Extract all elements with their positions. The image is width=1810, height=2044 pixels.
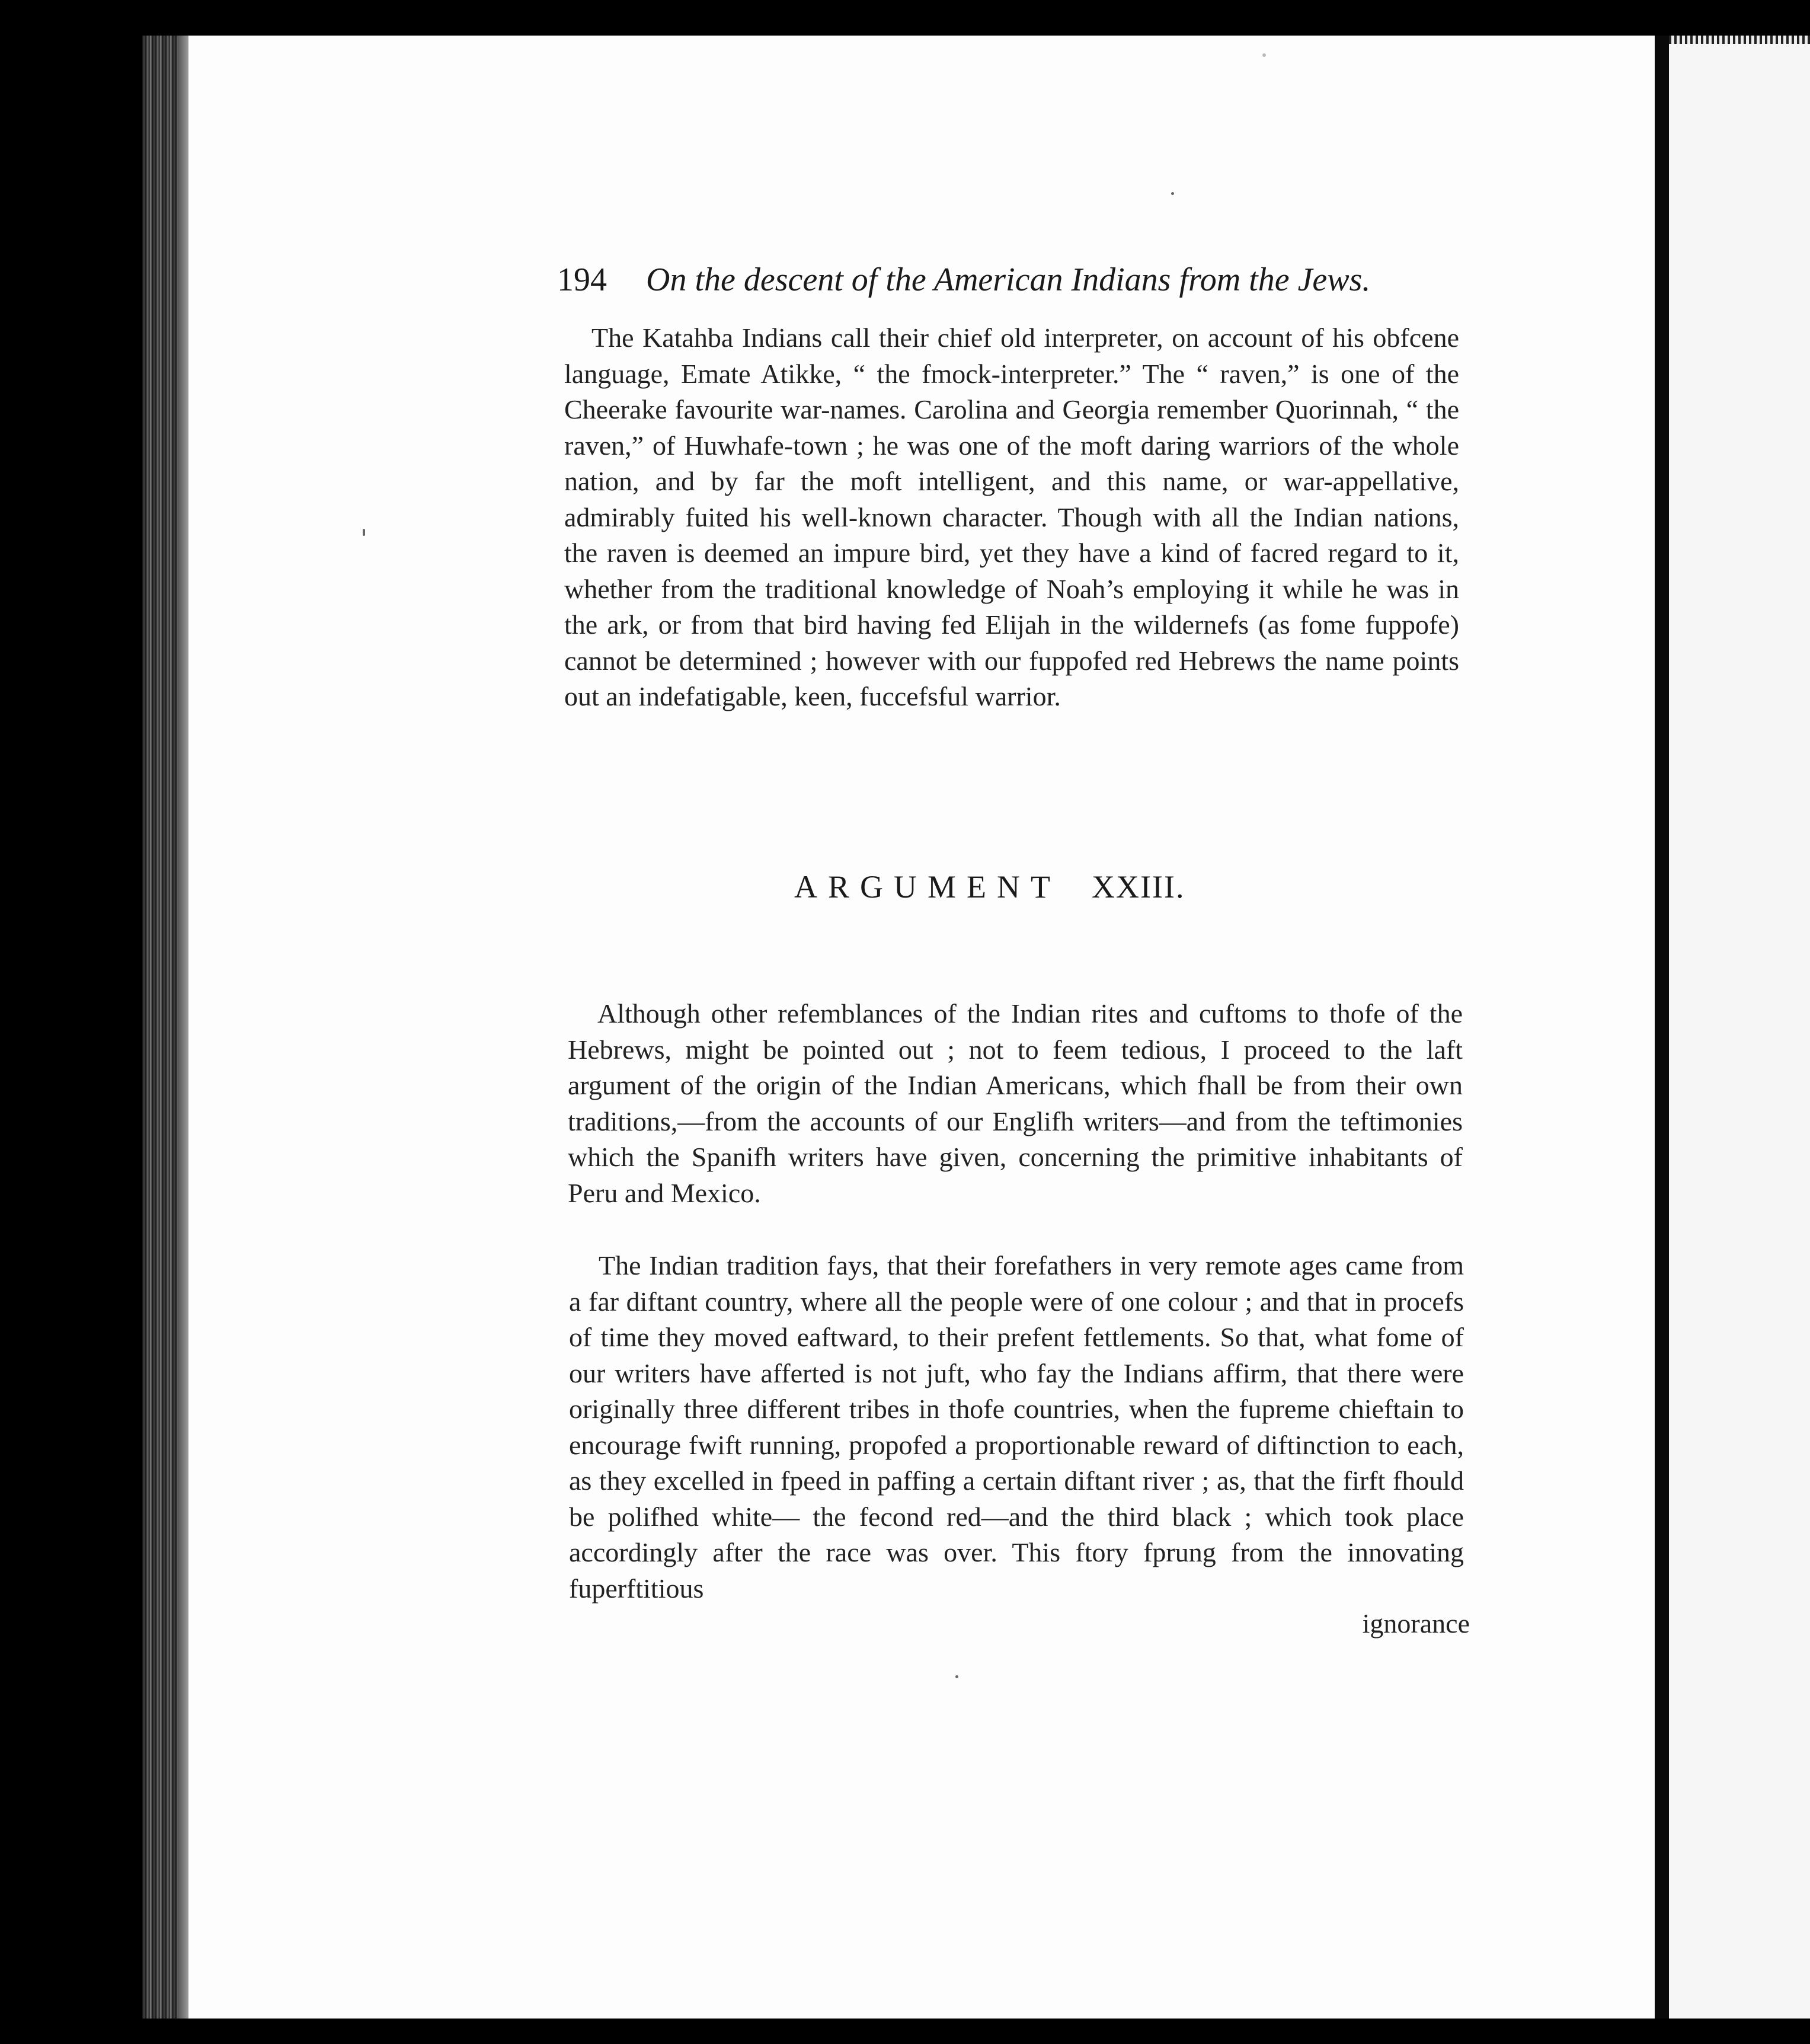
- catchword: ignorance: [1362, 1608, 1470, 1639]
- scan-border-bottom: [0, 2019, 1810, 2044]
- facing-page-top-edge: [1669, 36, 1810, 44]
- facing-page-edge: [1669, 36, 1810, 2019]
- argument-heading-word: ARGUMENT: [794, 869, 1061, 905]
- page-right-edge: [1655, 36, 1669, 2019]
- ink-speck: [363, 529, 365, 536]
- scan-border-top: [0, 0, 1810, 36]
- page-number: 194: [557, 261, 607, 298]
- ink-speck: [955, 1675, 958, 1678]
- paragraph-katahba: The Katahba Indians call their chief old interpreter, on account of his obfcene language, Emate Atikke, “ the fmock-interpreter.” The “ raven,” is one of the Cheerake favourite war-names. Carolina and Georgia remember Quorinnah, “ the raven,” of Huwhafe-town ; he was one of the moft daring warriors of the whole nation, and by far the moft intelligent, and this name, or war-appellative, admirably fuited his well-known character. Though with all the Indian nations, the raven is deemed an impure bird, yet they have a kind of facred regard to it, whether from the traditional knowledge of Noah’s employing it while he was in the ark, or from that bird having fed Elijah in the wildernefs (as fome fuppofe) cannot be determined ; however with our fuppofed red Hebrews the name points out an indefatigable, keen, fuccefsful warrior.: [564, 322, 1459, 711]
- running-header: [557, 261, 1399, 299]
- ink-speck: [1171, 192, 1174, 195]
- ink-speck: [1262, 53, 1266, 57]
- argument-heading-numeral: XXIII.: [1092, 869, 1185, 905]
- argument-heading: [794, 868, 1221, 905]
- paragraph-tradition: The Indian tradition fays, that their forefathers in very remote ages came from a far diftant country, where all the people were of one colour ; and that in procefs of time they moved eaftward, to their prefent fettlements. So that, what fome of our writers have afferted is not juft, who fay the Indians affirm, that there were originally three different tribes in thofe countries, when the fupreme chieftain to encourage fwift running, propofed a proportionable reward of diftinction to each, as they excelled in fpeed in paffing a certain diftant river ; as, that the firft fhould be polifhed white— the fecond red—and the third black ; which took place accordingly after the race was over. This ftory fprung from the innovating fuperftitious: [569, 1250, 1464, 1604]
- paragraph-resemblances: Although other refemblances of the Indian rites and cuftoms to thofe of the Hebrews, might be pointed out ; not to feem tedious, I proceed to the laft argument of the origin of the Indian Americans, which fhall be from their own traditions,—from the accounts of our Englifh writers—and from the teftimonies which the Spanifh writers have given, concerning the primitive inhabitants of Peru and Mexico.: [568, 998, 1463, 1208]
- running-title: On the descent of the American Indians from the Jews.: [646, 261, 1371, 298]
